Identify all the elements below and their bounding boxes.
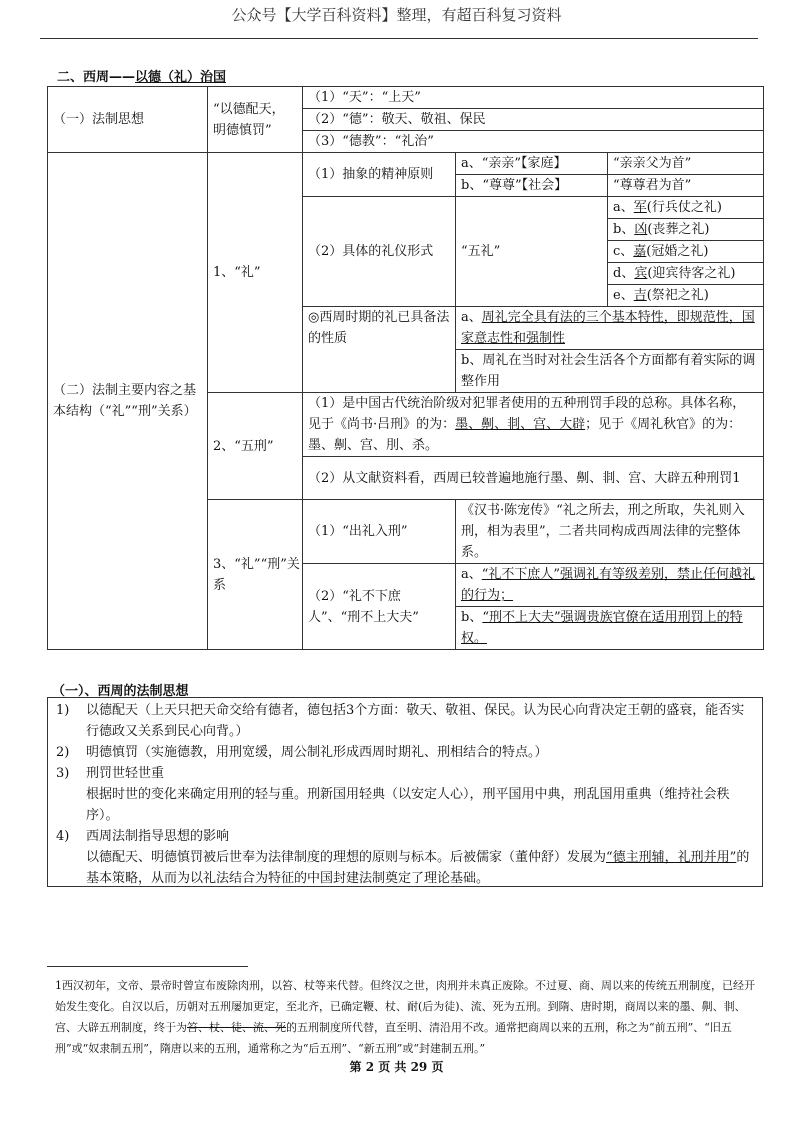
cell-nature: ◎西周时期的礼已具备法的性质	[303, 307, 456, 393]
cell-chuli: （1）“出礼入刑”	[303, 500, 456, 564]
cell-wuli: “五礼”	[456, 197, 608, 307]
page-number: 第 2 页 共 29 页	[349, 1060, 444, 1074]
cell-relation: 3、“礼”“刑”关系	[208, 500, 303, 650]
cell-zunzun: b、“尊尊”【社会】	[456, 175, 608, 197]
cell-tian: （1）“天”：“上天”	[303, 87, 764, 109]
cell-abstract: （1）抽象的精神原则	[303, 153, 456, 197]
cell-buxia-b: b、“刑不上大夫”强调贵族官僚在适用刑罚上的特权。	[456, 607, 764, 650]
cell-rite: c、嘉(冠婚之礼)	[608, 241, 764, 263]
section-title-underlined: 以德（礼）治国	[135, 70, 227, 85]
footnote: 1西汉初年，文帝、景帝时曾宣布废除肉刑，以笞、杖等来代替。但终汉之世，肉刑并未真正废除。不过夏、商、周以来的传统五刑制度，已经开始发生变化。自汉以后，历朝对五刑屡加更定，至北齐，已确定鞭、杖、耐(后为徒)、流、死为五刑。到隋、唐时期，商周以来的墨、劓、剕、宫、大辟五刑制度，终于为笞、杖、徒、流、死的五刑制度所代替，直至明、清沿用不改。通常把商周以来的五刑，称之为“前五刑”、“旧五刑”或“奴隶制五刑”，隋唐以来的五刑，通常称之为“后五刑”、“新五刑”或“封建制五刑。”	[55, 979, 755, 1055]
cell-qinqin-value: “亲亲父为首”	[608, 153, 764, 175]
cell-wuxing-2: （2）从文献资料看，西周已较普遍地施行墨、劓、剕、宫、大辟五种刑罚1	[303, 457, 764, 500]
cell-buxia: （2）“礼不下庶人”、“刑不上大夫”	[303, 564, 456, 650]
section-title-prefix: 二、西周——	[57, 70, 136, 85]
cell-buxia-a: a、“礼不下庶人”强调礼有等级差别，禁止任何越礼的行为；	[456, 564, 764, 607]
list-item: 1) 以德配天（上天只把天命交给有德者，德包括3个方面：敬天、敬祖、保民。认为民心向背决定王朝的盛衰，能否实行德政又关系到民心向背。）	[56, 703, 745, 739]
cell-rite: e、吉(祭祀之礼)	[608, 285, 764, 307]
cell-wuxing-1: （1）是中国古代统治阶级对犯罪者使用的五种刑罚手段的总称。具体名称，见于《尚书·吕刑》的为：墨、劓、剕、宫、大辟；见于《周礼秋官》的为：墨、劓、宫、刖、杀。	[303, 393, 764, 457]
footnote-rule	[47, 966, 248, 967]
thought-list	[47, 697, 763, 887]
list-item: 3) 刑罚世轻世重 根据时世的变化来确定用刑的轻与重。刑新国用轻典（以安定人心），刑平国用中典，刑乱国用重典（维持社会秩序）。	[56, 766, 730, 823]
header-rule	[40, 38, 758, 39]
cell-li: 1、“礼”	[208, 153, 303, 393]
cell-legal-thought: （一）法制思想	[48, 87, 208, 153]
cell-de: （2）“德”：敬天、敬祖、保民	[303, 109, 764, 131]
cell-chuli-value: 《汉书·陈宠传》“礼之所去，刑之所取，失礼则入刑，相为表里”，二者共同构成西周法律的完整体系。	[456, 500, 764, 564]
cell-dejiao: （3）“德教”：“礼治”	[303, 131, 764, 153]
section-title	[57, 66, 226, 85]
summary-table	[47, 86, 764, 650]
list-item: 2) 明德慎罚（实施德教，用刑宽缓，周公制礼形成西周时期礼、刑相结合的特点。）	[56, 745, 548, 760]
cell-qinqin: a、“亲亲”【家庭】	[456, 153, 608, 175]
cell-rite: b、凶(丧葬之礼)	[608, 219, 764, 241]
cell-rite: a、军(行兵仗之礼)	[608, 197, 764, 219]
cell-main-content: （二）法制主要内容之基本结构（“礼”“刑”关系）	[48, 153, 208, 650]
cell-nature-b: b、周礼在当时对社会生活各个方面都有着实际的调整作用	[456, 350, 764, 393]
cell-wuxing: 2、“五刑”	[208, 393, 303, 500]
cell-nature-a: a、周礼完全具有法的三个基本特性，即规范性，国家意志性和强制性	[456, 307, 764, 350]
page-header: 公众号【大学百科资料】整理，有超百科复习资料	[231, 6, 562, 24]
cell-zunzun-value: “尊尊君为首”	[608, 175, 764, 197]
section2-title: （一）、西周的法制思想	[52, 684, 189, 699]
cell-motto: “以德配天，明德慎罚”	[208, 87, 303, 153]
cell-concrete: （2）具体的礼仪形式	[303, 197, 456, 307]
list-item: 4) 西周法制指导思想的影响 以德配天、明德慎罚被后世奉为法律制度的理想的原则与标本。后被儒家（董仲舒）发展为“德主刑辅，礼刑并用”的基本策略，从而为以礼法结合为特征的中国封建法制奠定了理论基础。	[56, 829, 750, 886]
cell-rite: d、宾(迎宾待客之礼)	[608, 263, 764, 285]
